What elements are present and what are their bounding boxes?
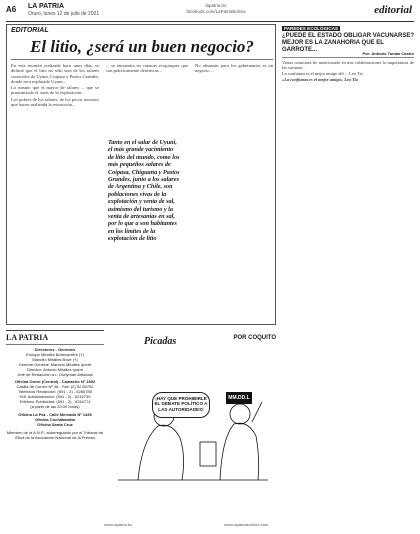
masthead-line: Miembro de la A.N.P., autorregulado por el Tribunal de Ética de la Asociación Nacional de la Prensa (6, 429, 104, 440)
site-link[interactable]: lapatria.bo (205, 3, 227, 8)
masthead-line: Oficina Oruro (Central) - Camacho Nº 1892 (14, 379, 96, 385)
page-header (6, 2, 414, 22)
masthead-line: Telf. Administración: (591 - 2) - 5216739 (19, 394, 91, 400)
paragraph: Varias ocasiones he mencionado en mis colaboraciones la importancia de las vacunas... (282, 60, 414, 71)
masthead-line: Oficina Santa Cruz (37, 421, 73, 427)
opinion-title: ¿PUEDE EL ESTADO OBLIGAR VACUNARSE? MEJOR ES LA ZANAHORIA QUE EL GARROTE... (282, 33, 415, 53)
masthead-line: Gerente General: Marcelo Miralles Iporre (18, 361, 92, 367)
header-rule (6, 21, 414, 22)
masthead-line: Director: Antonio Miralles Iporre (26, 366, 84, 372)
masthead-line: Oficina Cochabamba (35, 416, 75, 422)
masthead-line: Teléfonos Redacción: (591 - 2) - 5280785 (18, 389, 92, 395)
opinion-rule (282, 57, 414, 58)
footer-link[interactable]: www.lapatria.bo (104, 522, 133, 527)
protest-sign: MM.DD.L (226, 392, 252, 404)
masthead-line: Marcelo Miralles Bove (†) (32, 356, 78, 362)
masthead (6, 330, 104, 529)
editorial-column-1 (11, 63, 99, 108)
section-title: editorial (374, 4, 412, 16)
issue-date: Oruro, lunes 12 de julio de 2021 (28, 11, 100, 17)
opinion-author: Por: Antonio Tomás Castro (362, 51, 414, 56)
opinion-body (282, 60, 414, 83)
facebook-link[interactable]: facebook.com/LaPatriaBolivia (186, 9, 246, 14)
masthead-line: Oficina La Paz - Calle Mercado Nº 1435 (18, 411, 92, 417)
editorial-tag: EDITORIAL (11, 27, 49, 34)
paragraph: Los pobres de los salares, de los pocos recursos que hacen realizada la extracción... (11, 96, 99, 108)
footer-link[interactable]: www.lapatriaenlinea.com (224, 522, 269, 527)
paragraph: ... se encuentra en cuencas ecoparques que son prácticamente desérticas... (106, 63, 188, 74)
paragraph: La confianza es el mejor amigo del ... Leo Tio (282, 71, 363, 77)
site-info (186, 3, 246, 15)
masthead-line: Casilla de Correo Nº 48 - Fax: (2) 52 80752 (16, 384, 94, 390)
editorial-column-2 (106, 63, 188, 75)
masthead-title: LA PATRIA (6, 331, 104, 345)
paragraph: Lo mismo que el mayor de salares ... que se pronunciado el oasis de la explotación... (11, 85, 99, 96)
editorial-column-3 (195, 63, 273, 75)
pull-quote: Tanto en el salar de Uyuni, el más grande yacimiento de litio del mundo, como los más pequeños salares de Coipasa, Chiguana y Pastos Grandes, junto a los salares de Argentina y Chile, son poblaciones vivas de la explotación y venta de sal, asimismo del turismo y la venta de artesanías en sal, por lo que a son habitantes en los límites de la explotación de litio (108, 139, 180, 243)
cartoon (108, 330, 278, 490)
paragraph: En esta reunión realizada hace unos días, se definió que el litio no sólo será de los salares conocidos de Uyuni, Coipasa y Pastos Grandes, donde sera explotado Uyuni... (11, 63, 99, 84)
cartoon-credit: POR COQUITO (233, 335, 276, 341)
speech-bubble: ¡HAY QUE PROHIBIRLE EL DEBATE POLÍTICO A LAS AUTORIDADES! (152, 392, 210, 418)
masthead-body (6, 348, 104, 440)
paper-name: LA PATRIA (28, 3, 65, 10)
masthead-line: Teléfono Publicidad: (591 - 2) - 5264774 (19, 399, 91, 405)
cartoon-logo: Picadas (144, 336, 177, 347)
masthead-line: (a partir de las 20:00 horas) (30, 403, 80, 409)
page-number: A6 (6, 5, 17, 14)
page-footer (6, 522, 414, 530)
masthead-line: Enrique Miralles Bonecarrère (†) (26, 351, 84, 357)
closing-quote: «La confianza es el mejor amigo» Leo Tio (282, 77, 359, 83)
masthead-line: Jefe de Redacción a.i.: Dorlyman Artiaccia (17, 371, 93, 377)
editorial-title: El litio, ¿será un buen negocio? (30, 37, 254, 56)
opinion-tag: PAREDES ECOLÓGICAS (284, 26, 339, 31)
paragraph: No obstante, para los gobernantes es un negocio ... (195, 63, 273, 74)
masthead-line: Directores - Gerentes (34, 347, 76, 352)
editorial-box (6, 24, 276, 325)
editorial-rule (11, 59, 273, 60)
